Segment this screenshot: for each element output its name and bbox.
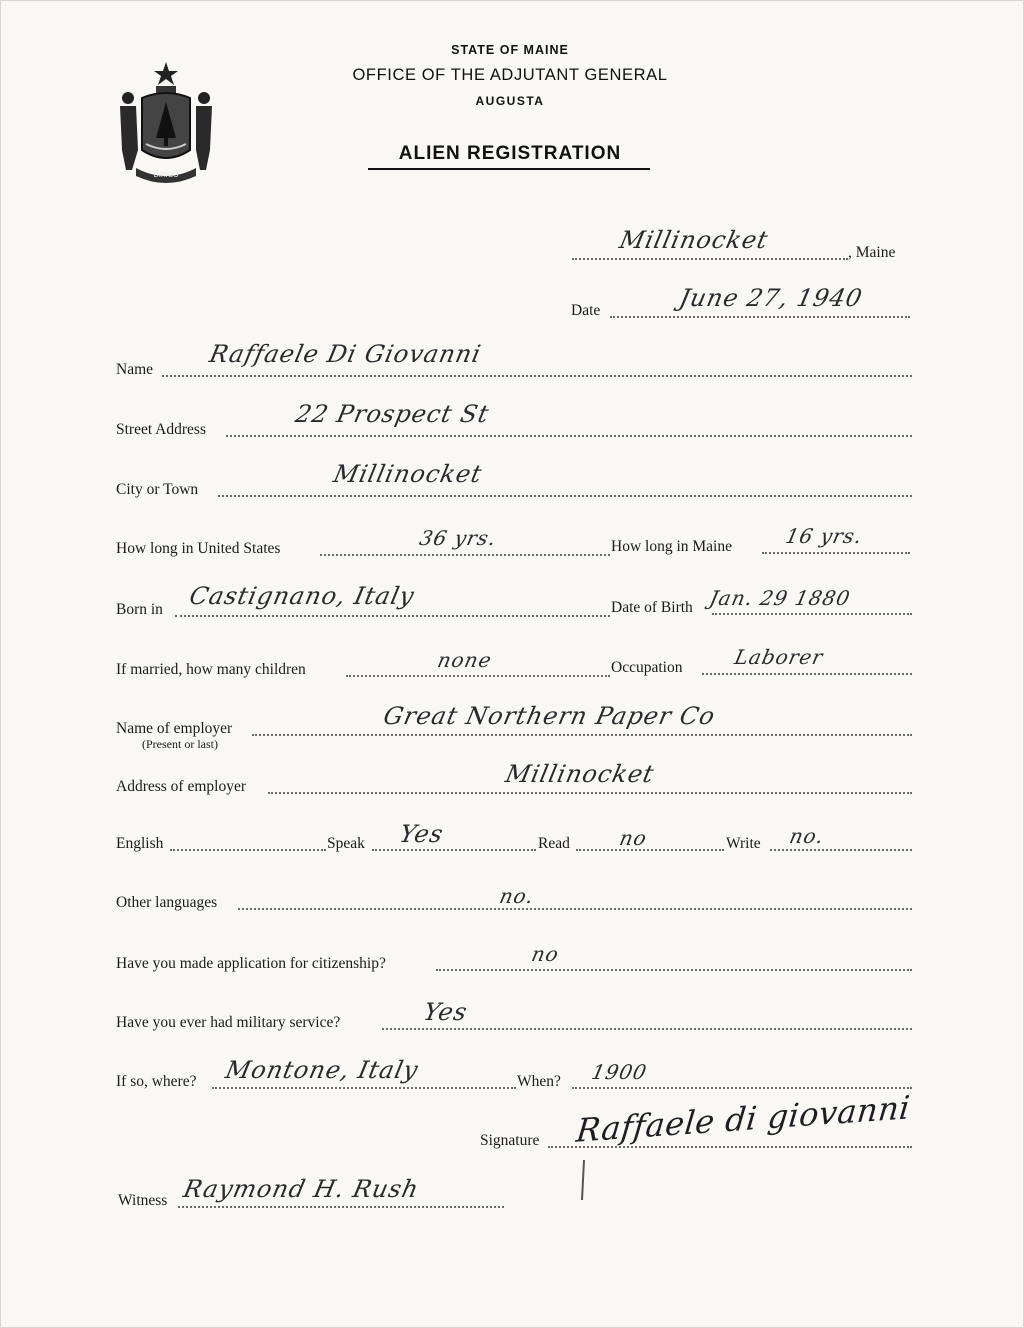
born-in-label: Born in (116, 601, 163, 618)
military-dotted-line (382, 1028, 912, 1030)
street-address-dotted-line (226, 435, 912, 437)
state-heading: STATE OF MAINE (451, 43, 569, 57)
other-languages-value: no. (497, 884, 537, 908)
town-dotted-line (572, 258, 848, 260)
how-long-maine-dotted-line (762, 552, 910, 554)
city-value: Millinocket (331, 460, 485, 488)
date-of-birth-label: Date of Birth (611, 599, 693, 616)
employer-value: Great Northern Paper Co (381, 702, 719, 730)
city-heading: AUGUSTA (475, 94, 545, 108)
speak-label: Speak (327, 835, 365, 852)
write-label: Write (726, 835, 761, 852)
other-languages-dotted-line (238, 908, 912, 910)
street-address-value: 22 Prospect St (293, 400, 492, 428)
where-value: Montone, Italy (223, 1056, 422, 1084)
citizenship-dotted-line (436, 969, 912, 971)
town-suffix: , Maine (848, 244, 896, 261)
when-value: 1900 (589, 1060, 650, 1084)
date-of-birth-dotted-line (712, 613, 912, 615)
ink-stroke (580, 1160, 586, 1200)
employer-address-label: Address of employer (116, 778, 246, 795)
employer-sublabel: (Present or last) (142, 737, 218, 751)
signature-label: Signature (480, 1132, 540, 1149)
employer-address-value: Millinocket (503, 760, 657, 788)
witness-label: Witness (118, 1192, 168, 1209)
english-dotted-line (170, 849, 326, 851)
maine-state-seal-icon (112, 58, 220, 186)
citizenship-value: no (529, 942, 562, 966)
employer-dotted-line (252, 734, 912, 736)
when-label: When? (517, 1073, 561, 1090)
city-dotted-line (218, 495, 912, 497)
occupation-label: Occupation (611, 659, 683, 676)
when-dotted-line (572, 1087, 912, 1089)
children-value: none (435, 648, 495, 672)
speak-value: Yes (397, 820, 447, 848)
born-in-dotted-line (175, 615, 610, 617)
write-dotted-line (770, 849, 912, 851)
signature-value: Raffaele di giovanni (574, 1088, 913, 1150)
name-dotted-line (162, 375, 912, 377)
where-label: If so, where? (116, 1073, 197, 1090)
read-dotted-line (576, 849, 724, 851)
other-languages-label: Other languages (116, 894, 218, 911)
form-title: ALIEN REGISTRATION (398, 143, 622, 164)
office-heading: OFFICE OF THE ADJUTANT GENERAL (352, 66, 668, 84)
how-long-us-label: How long in United States (116, 540, 281, 557)
witness-value: Raymond H. Rush (181, 1175, 422, 1203)
seal-motto: DIRIGO (153, 171, 179, 179)
citizenship-label: Have you made application for citizenship? (116, 955, 386, 972)
employer-label: Name of employer (116, 720, 233, 737)
occupation-dotted-line (702, 673, 912, 675)
how-long-us-value: 36 yrs. (417, 526, 499, 550)
name-label: Name (116, 361, 154, 378)
military-label: Have you ever had military service? (116, 1014, 341, 1031)
date-of-birth-value: Jan. 29 1880 (707, 586, 853, 610)
city-label: City or Town (116, 481, 199, 498)
street-address-label: Street Address (116, 421, 206, 438)
children-dotted-line (346, 675, 610, 677)
town-value: Millinocket (617, 226, 771, 254)
date-dotted-line (610, 316, 910, 318)
how-long-maine-label: How long in Maine (611, 538, 732, 555)
employer-address-dotted-line (268, 792, 912, 794)
how-long-maine-value: 16 yrs. (783, 524, 865, 548)
children-label: If married, how many children (116, 661, 306, 678)
occupation-value: Laborer (732, 645, 826, 669)
where-dotted-line (212, 1087, 516, 1089)
read-label: Read (538, 835, 570, 852)
born-in-value: Castignano, Italy (187, 582, 418, 610)
read-value: no (617, 826, 650, 850)
english-label: English (116, 835, 164, 852)
title-underline (368, 168, 650, 170)
witness-dotted-line (178, 1206, 504, 1208)
date-label: Date (571, 302, 601, 319)
how-long-us-dotted-line (320, 554, 610, 556)
date-value: June 27, 1940 (677, 284, 866, 312)
name-value: Raffaele Di Giovanni (207, 340, 484, 368)
military-value: Yes (421, 998, 471, 1026)
speak-dotted-line (372, 849, 536, 851)
write-value: no. (787, 824, 827, 848)
